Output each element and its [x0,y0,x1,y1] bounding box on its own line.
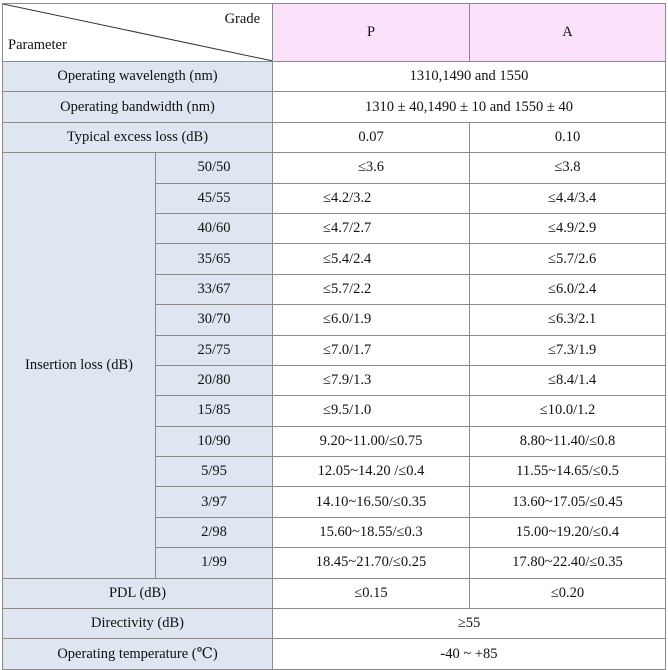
pdl-p: ≤0.15 [273,578,470,608]
insertion-a: ≤6.3/2.1 [470,305,666,335]
directivity-row [3,609,666,639]
insertion-a: ≤7.3/1.9 [470,335,666,365]
directivity-label: Directivity (dB) [3,609,273,639]
spec-table [2,3,666,670]
insertion-p: ≤5.4/2.4 [273,244,470,274]
ratio-cell: 45/55 [156,183,273,213]
insertion-a: ≤4.4/3.4 [470,183,666,213]
ratio-cell: 10/90 [156,426,273,456]
bandwidth-label: Operating bandwidth (nm) [3,92,273,122]
directivity-value: ≥55 [273,609,666,639]
ratio-cell: 5/95 [156,457,273,487]
excess-loss-a: 0.10 [470,122,666,152]
insertion-p: 9.20~11.00/≤0.75 [273,426,470,456]
ratio-cell: 1/99 [156,548,273,578]
bandwidth-value: 1310 ± 40,1490 ± 10 and 1550 ± 40 [273,92,666,122]
insertion-a: 13.60~17.05/≤0.45 [470,487,666,517]
pdl-row [3,578,666,608]
insertion-a: 11.55~14.65/≤0.5 [470,457,666,487]
insertion-a: ≤4.9/2.9 [470,213,666,243]
insertion-p: ≤7.9/1.3 [273,365,470,395]
header-row [3,4,666,62]
insertion-p: ≤4.2/3.2 [273,183,470,213]
parameter-label: Parameter [8,37,67,53]
insertion-a: 8.80~11.40/≤0.8 [470,426,666,456]
temperature-label: Operating temperature (℃) [3,639,273,669]
wavelength-row [3,62,666,92]
insertion-row [3,153,666,183]
insertion-p: ≤6.0/1.9 [273,305,470,335]
insertion-a: ≤5.7/2.6 [470,244,666,274]
insertion-p: ≤9.5/1.0 [273,396,470,426]
ratio-cell: 15/85 [156,396,273,426]
insertion-a: ≤8.4/1.4 [470,365,666,395]
grade-a-header: A [470,4,666,62]
excess-loss-label: Typical excess loss (dB) [3,122,273,152]
insertion-p: 18.45~21.70/≤0.25 [273,548,470,578]
ratio-cell: 20/80 [156,365,273,395]
insertion-p: 12.05~14.20 /≤0.4 [273,457,470,487]
wavelength-label: Operating wavelength (nm) [3,62,273,92]
ratio-cell: 2/98 [156,517,273,547]
insertion-p: ≤7.0/1.7 [273,335,470,365]
ratio-cell: 33/67 [156,274,273,304]
ratio-cell: 50/50 [156,153,273,183]
ratio-cell: 35/65 [156,244,273,274]
temperature-row [3,639,666,669]
pdl-label: PDL (dB) [3,578,273,608]
insertion-a: ≤6.0/2.4 [470,274,666,304]
excess-loss-row [3,122,666,152]
insertion-a: ≤3.8 [470,153,666,183]
pdl-a: ≤0.20 [470,578,666,608]
insertion-p: ≤3.6 [273,153,470,183]
temperature-value: -40 ~ +85 [273,639,666,669]
insertion-a: ≤10.0/1.2 [470,396,666,426]
header-diagonal-cell [3,4,273,62]
insertion-a: 15.00~19.20/≤0.4 [470,517,666,547]
wavelength-value: 1310,1490 and 1550 [273,62,666,92]
ratio-cell: 40/60 [156,213,273,243]
excess-loss-p: 0.07 [273,122,470,152]
insertion-p: 15.60~18.55/≤0.3 [273,517,470,547]
insertion-a: 17.80~22.40/≤0.35 [470,548,666,578]
bandwidth-row [3,92,666,122]
grade-p-header: P [273,4,470,62]
ratio-cell: 3/97 [156,487,273,517]
insertion-p: ≤4.7/2.7 [273,213,470,243]
insertion-p: ≤5.7/2.2 [273,274,470,304]
ratio-cell: 30/70 [156,305,273,335]
ratio-cell: 25/75 [156,335,273,365]
grade-label: Grade [224,11,260,27]
insertion-loss-label: Insertion loss (dB) [3,153,156,578]
insertion-p: 14.10~16.50/≤0.35 [273,487,470,517]
